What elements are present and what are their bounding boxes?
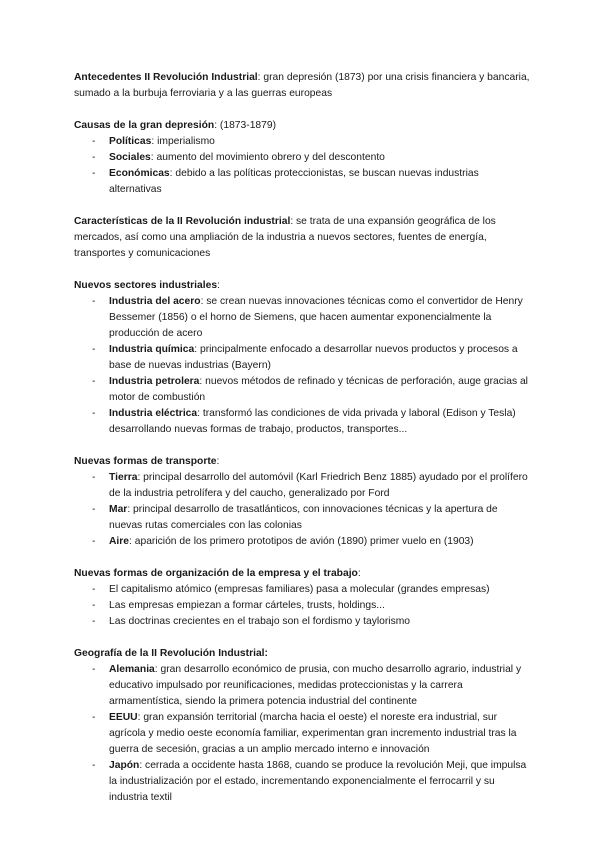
item-text: : imperialismo bbox=[151, 136, 215, 147]
bullet-dash: - bbox=[92, 472, 96, 483]
bullet-dash: - bbox=[92, 408, 96, 419]
section-heading bbox=[74, 566, 532, 582]
item-text: : principal desarrollo del automóvil (Karl Friedrich Benz 1885) ayudado por el prolífero de la industria petrolífera y del caucho, generalizado por Ford bbox=[109, 472, 528, 499]
bullet-dash: - bbox=[92, 600, 96, 611]
section-title-suffix: : bbox=[217, 280, 220, 291]
item-term: Mar bbox=[109, 504, 128, 515]
bullet-dash: - bbox=[92, 504, 96, 515]
section-heading bbox=[74, 118, 532, 134]
list-item bbox=[74, 598, 532, 614]
section-title: Geografía de la II Revolución Industrial: bbox=[74, 648, 268, 659]
item-term: Industria del acero bbox=[109, 296, 201, 307]
list-item bbox=[74, 534, 532, 550]
item-text: : gran desarrollo económico de prusia, con mucho desarrollo agrario, industrial y educativo impulsado por reunificaciones, medidas proteccionistas y la carrera armamentística, siendo la primera potencia industrial del continente bbox=[109, 664, 522, 707]
list-item bbox=[74, 710, 532, 758]
list-item bbox=[74, 470, 532, 502]
section-heading bbox=[74, 278, 532, 294]
bullet-dash: - bbox=[92, 376, 96, 387]
bullet-dash: - bbox=[92, 664, 96, 675]
section-title-suffix: : bbox=[357, 568, 361, 579]
paragraph bbox=[74, 70, 532, 102]
item-text: El capitalismo atómico (empresas familiares) pasa a molecular (grandes empresas) bbox=[109, 584, 490, 595]
item-term: Japón bbox=[109, 760, 140, 771]
item-text: : se crean nuevas innovaciones técnicas como el convertidor de Henry Bessemer (1856) o el horno de Siemens, que hacen aumentar exponencialmente la producción de acero bbox=[109, 296, 523, 339]
item-term: Aire bbox=[109, 536, 130, 547]
item-term: Sociales bbox=[109, 152, 151, 163]
section-transporte bbox=[74, 454, 532, 550]
bullet-list bbox=[74, 294, 532, 438]
bullet-dash: - bbox=[92, 344, 96, 355]
section-caracteristicas bbox=[74, 214, 532, 262]
list-item bbox=[74, 150, 532, 166]
item-term: Políticas bbox=[109, 136, 152, 147]
bullet-dash: - bbox=[92, 760, 96, 771]
bullet-dash: - bbox=[92, 536, 96, 547]
section-organizacion bbox=[74, 566, 532, 630]
section-heading bbox=[74, 646, 532, 662]
item-text: : nuevos métodos de refinado y técnicas de perforación, auge gracias al motor de combustión bbox=[109, 376, 528, 403]
item-text: : aparición de los primero prototipos de avión (1890) primer vuelo en (1903) bbox=[129, 536, 474, 547]
bullet-dash: - bbox=[92, 712, 96, 723]
item-text: : debido a las políticas proteccionistas, se buscan nuevas industrias alternativas bbox=[109, 168, 479, 195]
bullet-dash: - bbox=[92, 296, 96, 307]
paragraph-text: : gran depresión (1873) por una crisis financiera y bancaria, sumado a la burbuja ferroviaria y a las guerras europeas bbox=[74, 72, 530, 99]
item-text: : aumento del movimiento obrero y del descontento bbox=[150, 152, 385, 163]
list-item bbox=[74, 134, 532, 150]
bullet-list bbox=[74, 662, 532, 806]
item-term: Tierra bbox=[109, 472, 138, 483]
list-item bbox=[74, 758, 532, 806]
section-title: Nuevas formas de transporte bbox=[74, 456, 217, 467]
item-text: : gran expansión territorial (marcha hacia el oeste) el noreste era industrial, sur agrícola y medio oeste economía familiar, experimentan gran incremento industrial tras la guerra de secesión, gracias a un amplio mercado interno e innovación bbox=[109, 712, 517, 755]
section-title-suffix: : (1873-1879) bbox=[214, 120, 277, 131]
list-item bbox=[74, 166, 532, 198]
list-item bbox=[74, 342, 532, 374]
item-text: : cerrada a occidente hasta 1868, cuando se produce la revolución Meji, que impulsa la industrialización por el estado, incrementando exponencialmente el ferrocarril y su industria textil bbox=[109, 760, 527, 803]
section-antecedentes bbox=[74, 70, 532, 102]
bullet-dash: - bbox=[92, 136, 96, 147]
section-title: Nuevas formas de organización de la empresa y el trabajo bbox=[74, 568, 358, 579]
item-term: Económicas bbox=[109, 168, 170, 179]
list-item bbox=[74, 502, 532, 534]
item-text: Las doctrinas crecientes en el trabajo son el fordismo y taylorismo bbox=[109, 616, 411, 627]
list-item bbox=[74, 406, 532, 438]
paragraph bbox=[74, 214, 532, 262]
item-term: Industria eléctrica bbox=[109, 408, 198, 419]
bullet-dash: - bbox=[92, 152, 96, 163]
item-text: : transformó las condiciones de vida privada y laboral (Edison y Tesla) desarrollando nuevas formas de trabajo, productos, transportes... bbox=[109, 408, 516, 435]
section-heading bbox=[74, 454, 532, 470]
bullet-list bbox=[74, 134, 532, 198]
bullet-dash: - bbox=[92, 616, 96, 627]
bullet-list bbox=[74, 470, 532, 550]
list-item bbox=[74, 662, 532, 710]
section-causas bbox=[74, 118, 532, 198]
paragraph-text: : se trata de una expansión geográfica de los mercados, así como una ampliación de la industria a nuevos sectores, fuentes de energía, transportes y comunicaciones bbox=[74, 216, 496, 259]
list-item bbox=[74, 374, 532, 406]
section-geografia bbox=[74, 646, 532, 806]
item-term: EEUU bbox=[109, 712, 138, 723]
bullet-dash: - bbox=[92, 168, 96, 179]
item-text: Las empresas empiezan a formar cárteles, trusts, holdings... bbox=[109, 600, 385, 611]
item-text: : principalmente enfocado a desarrollar nuevos productos y procesos a base de nuevas industrias (Bayern) bbox=[109, 344, 518, 371]
section-nuevos-sectores bbox=[74, 278, 532, 438]
section-title: Características de la II Revolución industrial bbox=[74, 216, 291, 227]
list-item bbox=[74, 614, 532, 630]
section-title: Nuevos sectores industriales bbox=[74, 280, 218, 291]
item-term: Industria química bbox=[109, 344, 195, 355]
bullet-list bbox=[74, 582, 532, 630]
item-term: Industria petrolera bbox=[109, 376, 200, 387]
section-title-suffix: : bbox=[216, 456, 220, 467]
item-term: Alemania bbox=[109, 664, 155, 675]
bullet-dash: - bbox=[92, 584, 96, 595]
list-item bbox=[74, 294, 532, 342]
list-item bbox=[74, 582, 532, 598]
section-title: Antecedentes II Revolución Industrial bbox=[74, 72, 258, 83]
section-title: Causas de la gran depresión bbox=[74, 120, 215, 131]
item-text: : principal desarrollo de trasatlánticos, con innovaciones técnicas y la apertura de nuevas rutas comerciales con las colonias bbox=[109, 504, 498, 531]
